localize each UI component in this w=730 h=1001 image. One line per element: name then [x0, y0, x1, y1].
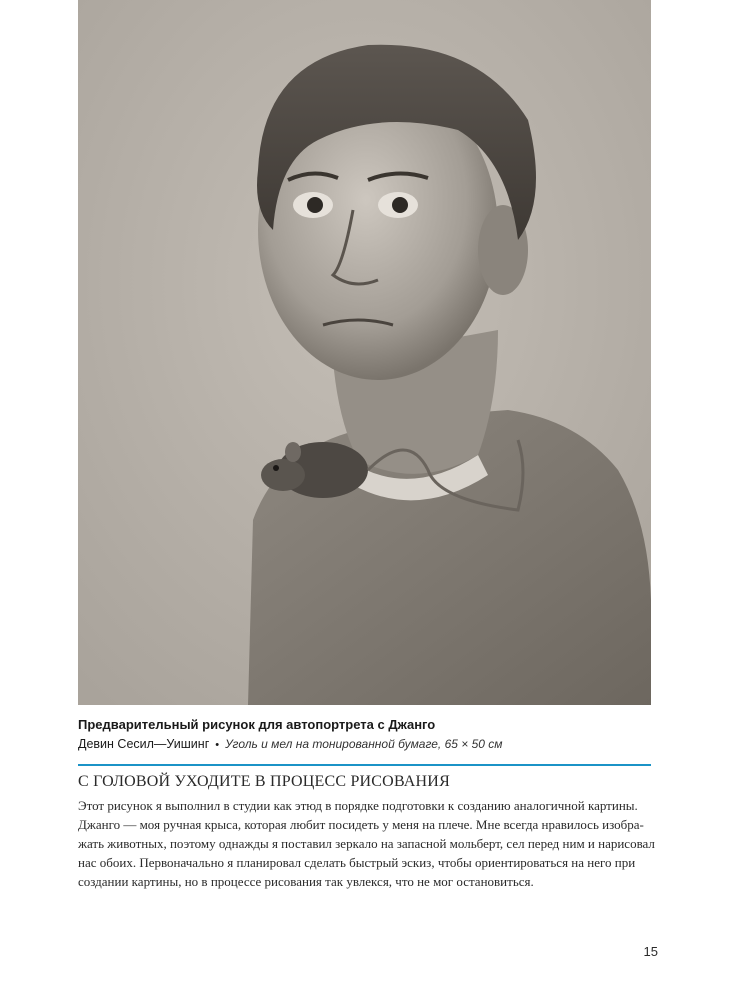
body-line: создании картины, но в процессе рисования так увлекся, что не мог остановиться. — [78, 874, 534, 889]
body-line: жать животных, поэтому однажды я поставил зеркало на запасной мольберт, сел перед ним и нарисовал — [78, 836, 655, 851]
section-heading: С ГОЛОВОЙ УХОДИТЕ В ПРОЦЕСС РИСОВАНИЯ — [78, 773, 450, 790]
page-number: 15 — [643, 944, 658, 959]
portrait-artwork — [78, 0, 651, 705]
body-line: Джанго — моя ручная крыса, которая любит посидеть у меня на плече. Мне всегда нравилось изобра- — [78, 817, 644, 832]
body-paragraph — [78, 796, 658, 891]
body-line: нас обоих. Первоначально я планировал сделать быстрый эскиз, чтобы ориентироваться на него при — [78, 855, 636, 870]
artist-name: Девин Сесил—Уишинг — [78, 737, 210, 751]
bullet-separator: • — [215, 739, 220, 751]
section-divider — [78, 764, 651, 766]
artwork-medium: Уголь и мел на тонированной бумаге, 65 × 50 см — [225, 737, 503, 751]
figure-title: Предварительный рисунок для автопортрета с Джанго — [78, 717, 436, 732]
figure-credit — [78, 737, 503, 751]
body-line: Этот рисунок я выполнил в студии как этюд в порядке подготовки к созданию аналогичной картины. — [78, 798, 638, 813]
charcoal-portrait-illustration — [78, 0, 651, 705]
